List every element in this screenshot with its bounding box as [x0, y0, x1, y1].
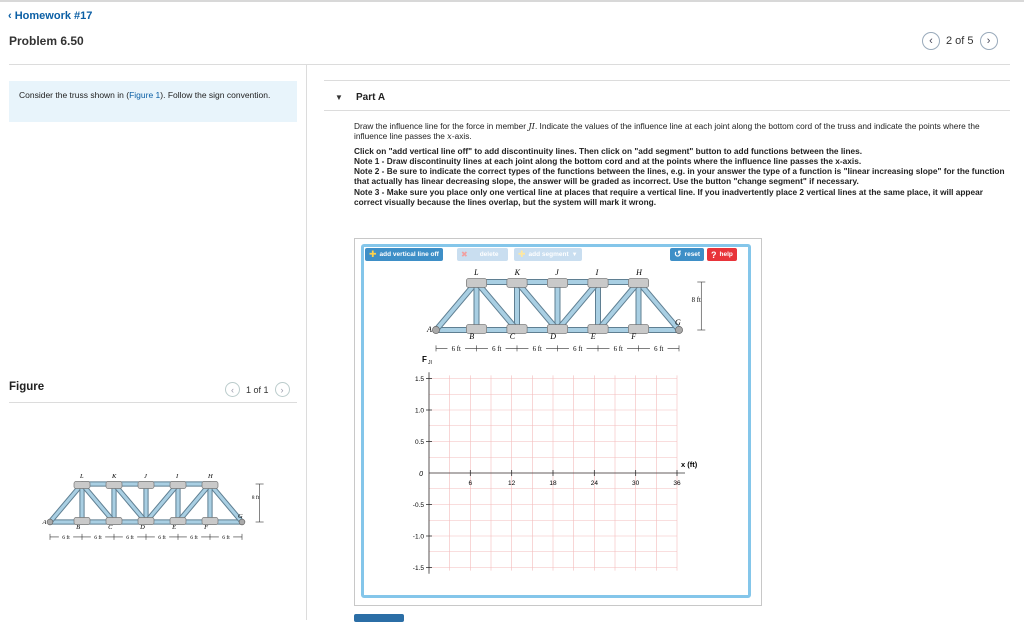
- y-axis-title-subscript: JI: [428, 360, 432, 366]
- figure-pager: [225, 382, 290, 397]
- delete-button[interactable]: [457, 248, 508, 261]
- part-title-divider: [324, 110, 1010, 111]
- truss-label-bottom: B: [76, 524, 81, 532]
- diagonal-member: [517, 282, 558, 330]
- x-axis-title: x (ft): [681, 460, 698, 469]
- chevron-left-icon: ‹: [929, 35, 933, 47]
- intro-text-start: Consider the truss shown in (: [19, 90, 130, 100]
- truss-label-top: K: [112, 472, 117, 480]
- truss-label-top: L: [80, 472, 84, 480]
- truss-label-bottom: D: [550, 331, 557, 341]
- truss-label-top: J: [144, 472, 147, 480]
- gusset-plate-top: [202, 481, 218, 488]
- plus-icon: ✚: [518, 249, 526, 259]
- y-tick-label: -1.5: [412, 565, 424, 572]
- intro-text-box: [9, 81, 297, 122]
- roller-support-right: [675, 326, 682, 333]
- x-tick-label: 18: [549, 480, 557, 487]
- gusset-plate-top: [547, 279, 567, 288]
- x-tick-label: 6: [468, 480, 473, 487]
- truss-label-end-left: A: [427, 325, 432, 334]
- problem-pager-text: 2 of 5: [946, 35, 974, 47]
- gusset-plate-top: [106, 481, 122, 488]
- diagonal-member: [477, 282, 518, 330]
- span-dimension-label: 6 ft: [62, 535, 70, 542]
- span-dimension-label: 6 ft: [451, 346, 461, 354]
- span-dimension-label: 6 ft: [492, 346, 502, 354]
- help-button[interactable]: [707, 248, 737, 261]
- figure-divider: [9, 402, 297, 403]
- prev-problem-button[interactable]: [922, 32, 940, 50]
- dropdown-arrow-icon: ▼: [571, 251, 578, 258]
- truss-label-bottom: D: [140, 524, 145, 532]
- y-tick-label: -1.0: [412, 533, 424, 541]
- x-icon: ✖: [461, 250, 468, 259]
- height-dimension-label: 8 ft: [251, 495, 260, 501]
- y-tick-label: 1.5: [414, 376, 424, 383]
- height-dimension-label: 8 ft: [691, 297, 701, 304]
- y-tick-label: -0.5: [412, 502, 424, 509]
- chevron-left-icon: ‹: [8, 10, 12, 22]
- instr-text-c: -axis.: [451, 131, 472, 142]
- intro-text-end: ). Follow the sign convention.: [160, 90, 271, 100]
- instruction-main: [354, 121, 1010, 142]
- span-dimension-label: 6 ft: [222, 535, 230, 542]
- chevron-right-icon: ›: [280, 384, 284, 395]
- figure-pager-text: 1 of 1: [246, 384, 269, 395]
- instr-text-a: Draw the influence line for the force in member: [354, 121, 529, 131]
- truss-label-end-right: G: [675, 318, 681, 327]
- influence-line-graph[interactable]: [412, 350, 715, 580]
- gusset-plate-top: [466, 279, 486, 288]
- end-diagonal-right: [639, 282, 680, 330]
- prev-figure-button[interactable]: [225, 382, 240, 397]
- reset-icon: ↺: [674, 249, 682, 259]
- x-tick-label: 24: [590, 480, 598, 487]
- y-tick-label: 0.5: [414, 439, 424, 446]
- figure-truss-diagram: [36, 462, 266, 550]
- roller-support-right: [239, 519, 245, 525]
- truss-label-top: H: [208, 472, 213, 480]
- figure-link[interactable]: Figure 1: [129, 90, 161, 100]
- top-border: [0, 0, 1024, 2]
- truss-label-bottom: E: [590, 331, 596, 341]
- span-dimension-label: 6 ft: [158, 535, 166, 542]
- span-dimension-label: 6 ft: [190, 535, 198, 542]
- end-diagonal-left: [436, 282, 477, 330]
- span-dimension-label: 6 ft: [573, 346, 583, 354]
- x-tick-label: 12: [508, 480, 516, 487]
- truss-label-end-left: A: [42, 519, 47, 526]
- instruction-note1: Note 1 - Draw discontinuity lines at each joint along the bottom cord and at the points where the influence line passes the x-axis.: [354, 155, 862, 166]
- truss-label-top: J: [555, 268, 559, 277]
- add-segment-label: add segment: [528, 251, 569, 258]
- gusset-plate-top: [507, 279, 527, 288]
- instruction-note3: Note 3 - Make sure you place only one vertical line at places that require a vertical line. If you inadvertently place 2 vertical lines at the same place, it will appear correct visually because the lines overlap, but the system will mark it wrong.: [354, 186, 983, 208]
- reset-button[interactable]: [670, 248, 704, 261]
- truss-label-top: H: [636, 268, 642, 277]
- truss-label-bottom: F: [204, 524, 209, 532]
- pin-support-left: [432, 326, 439, 333]
- span-dimension-label: 6 ft: [126, 535, 134, 542]
- truss-label-end-right: G: [238, 512, 243, 520]
- pin-support-left: [47, 519, 53, 525]
- part-instructions: [354, 121, 1010, 207]
- gusset-plate-top: [588, 279, 608, 288]
- tool-truss-diagram: [420, 262, 720, 362]
- reset-label: reset: [684, 251, 701, 258]
- diagonal-member: [82, 484, 114, 522]
- instr-text-b: . Indicate the values of the influence line at each joint along the bottom cord of the truss and indicate the points where the influence line passes the: [354, 121, 980, 142]
- gusset-plate-top: [628, 279, 648, 288]
- question-icon: ?: [711, 249, 717, 260]
- truss-label-top: K: [514, 268, 520, 277]
- add-segment-button[interactable]: [514, 248, 582, 261]
- y-tick-label: 1.0: [414, 407, 424, 415]
- gusset-plate-top: [138, 481, 154, 488]
- diagonal-member: [178, 484, 210, 522]
- end-diagonal-left: [50, 484, 82, 522]
- next-figure-button[interactable]: [275, 382, 290, 397]
- member-name: JI: [528, 121, 535, 131]
- figure-label: Figure: [9, 381, 45, 393]
- truss-label-bottom: F: [631, 331, 637, 341]
- header-divider: [9, 64, 1010, 65]
- span-dimension-label: 6 ft: [94, 535, 102, 542]
- truss-label-bottom: C: [509, 331, 516, 341]
- y-axis-title: F: [422, 355, 427, 364]
- instruction-click: Click on "add vertical line off" to add discontinuity lines. Then click on "add segment" button to add functions between the lines.: [354, 145, 863, 156]
- diagonal-member: [146, 484, 178, 522]
- chevron-right-icon: ›: [986, 35, 991, 47]
- diagonal-member: [114, 484, 146, 522]
- gusset-plate-top: [74, 481, 90, 488]
- truss-label-top: I: [176, 472, 179, 480]
- span-dimension-label: 6 ft: [613, 346, 623, 354]
- problem-pager: [922, 32, 998, 50]
- axis-name: x: [447, 131, 452, 142]
- delete-label: delete: [479, 251, 499, 258]
- truss-label-bottom: C: [108, 524, 113, 532]
- help-label: help: [719, 251, 733, 258]
- gusset-plate-top: [170, 481, 186, 488]
- part-top-divider: [324, 80, 1010, 81]
- origin-label: 0: [419, 471, 423, 478]
- span-dimension-label: 6 ft: [654, 346, 664, 354]
- x-tick-label: 36: [673, 480, 681, 487]
- submit-button[interactable]: [354, 614, 404, 622]
- x-tick-label: 30: [632, 480, 640, 487]
- truss-label-bottom: E: [172, 524, 177, 532]
- chevron-left-icon: ‹: [231, 384, 234, 395]
- diagonal-member: [558, 282, 599, 330]
- problem-title: Problem 6.50: [9, 34, 84, 48]
- add-vertical-line-button[interactable]: [365, 248, 443, 261]
- column-divider: [306, 64, 307, 620]
- instruction-note2: Note 2 - Be sure to indicate the correct types of the functions between the lines, e.g. in your answer the type of a function is "linear increasing slope" for the function that actually has linear decreasing slope, the answer will be graded as incorrect. Use the button "change segment" if necessary.: [354, 166, 1005, 187]
- back-to-homework-link[interactable]: [8, 10, 92, 22]
- next-problem-button[interactable]: [980, 32, 998, 50]
- truss-label-top: I: [595, 268, 599, 277]
- diagonal-member: [598, 282, 639, 330]
- span-dimension-label: 6 ft: [532, 346, 542, 354]
- truss-label-bottom: B: [469, 331, 475, 341]
- part-title: Part A: [356, 92, 386, 103]
- collapse-triangle-icon[interactable]: ▼: [335, 93, 343, 102]
- back-link-label: Homework #17: [14, 10, 93, 22]
- plus-icon: ✚: [369, 249, 377, 259]
- add-vline-label: add vertical line off: [379, 251, 439, 258]
- truss-label-top: L: [474, 268, 479, 277]
